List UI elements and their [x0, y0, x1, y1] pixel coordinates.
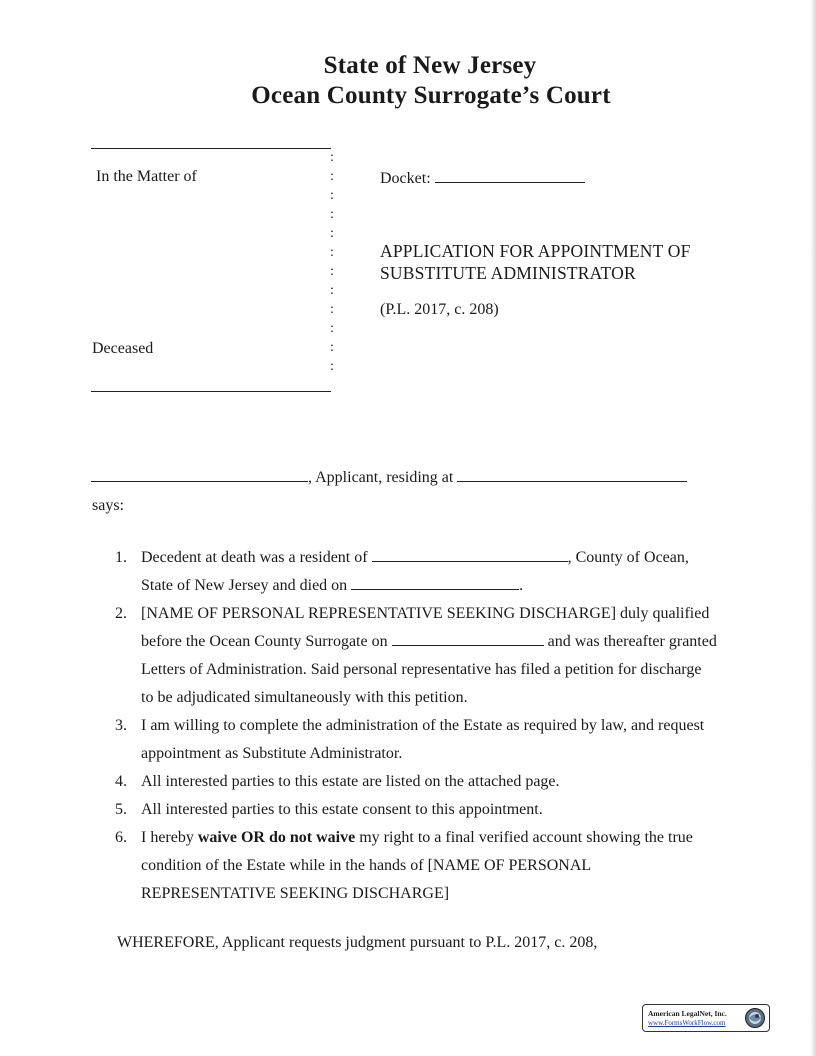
item-number: 6.	[115, 829, 127, 846]
residence-blank[interactable]	[372, 547, 568, 562]
item-number: 5.	[115, 801, 127, 818]
title-state: State of New Jersey	[323, 52, 537, 79]
applicant-text: , Applicant, residing at	[308, 469, 454, 486]
list-item: 2. [NAME OF PERSONAL REPRESENTATIVE SEEKING DISCHARGE] duly qualified before the Ocean County Surrogate on and was thereafter granted Letters of Administration. Said personal representative has filed a petition for discharge to be adjudicated simultaneously with this petition.	[115, 600, 735, 712]
applicant-address-blank[interactable]	[457, 467, 687, 482]
badge-link[interactable]: www.FormsWorkFlow.com	[648, 1019, 726, 1027]
item-number: 4.	[115, 773, 127, 790]
caption-colon-column: : : : : : : : : : : : :	[330, 150, 334, 374]
list-item: 1. Decedent at death was a resident of , County of Ocean, State of New Jersey and died on .	[115, 544, 735, 600]
badge-company: American LegalNet, Inc.	[648, 1009, 727, 1018]
applicant-name-blank[interactable]	[91, 467, 308, 482]
item-number: 1.	[115, 549, 127, 566]
list-item: 6. I hereby waive OR do not waive my right to a final verified account showing the true condition of the Estate while in the hands of [NAME OF PERSONAL REPRESENTATIVE SEEKING DISCHARGE]	[115, 824, 735, 908]
qualified-date-blank[interactable]	[392, 631, 544, 646]
page-edge	[810, 0, 816, 1056]
document-title-line2: SUBSTITUTE ADMINISTRATOR	[380, 263, 636, 283]
in-the-matter-of-label: In the Matter of	[96, 168, 197, 185]
item-number: 3.	[115, 717, 127, 734]
caption-bottom-line	[91, 391, 331, 392]
footer-badge[interactable]	[642, 1004, 770, 1032]
globe-icon	[744, 1007, 766, 1029]
item-number: 2.	[115, 605, 127, 622]
citation: (P.L. 2017, c. 208)	[380, 301, 499, 318]
says-label: says:	[92, 497, 124, 514]
docket-blank[interactable]	[435, 168, 585, 183]
waive-option: waive OR do not waive	[197, 829, 356, 846]
numbered-paragraphs	[115, 544, 735, 908]
list-item: 4. All interested parties to this estate are listed on the attached page.	[115, 768, 735, 796]
document-title-line1: APPLICATION FOR APPOINTMENT OF	[380, 241, 691, 261]
docket-label: Docket:	[380, 170, 431, 187]
deceased-label: Deceased	[92, 340, 154, 357]
title-court: Ocean County Surrogate’s Court	[251, 82, 611, 109]
list-item: 3. I am willing to complete the administration of the Estate as required by law, and request appointment as Substitute Administrator.	[115, 712, 735, 768]
list-item: 5. All interested parties to this estate consent to this appointment.	[115, 796, 735, 824]
caption-top-line	[91, 148, 331, 149]
wherefore-clause: WHEREFORE, Applicant requests judgment pursuant to P.L. 2017, c. 208,	[117, 934, 598, 951]
docket-row	[380, 168, 585, 188]
death-date-blank[interactable]	[351, 575, 519, 590]
applicant-row	[91, 467, 687, 487]
